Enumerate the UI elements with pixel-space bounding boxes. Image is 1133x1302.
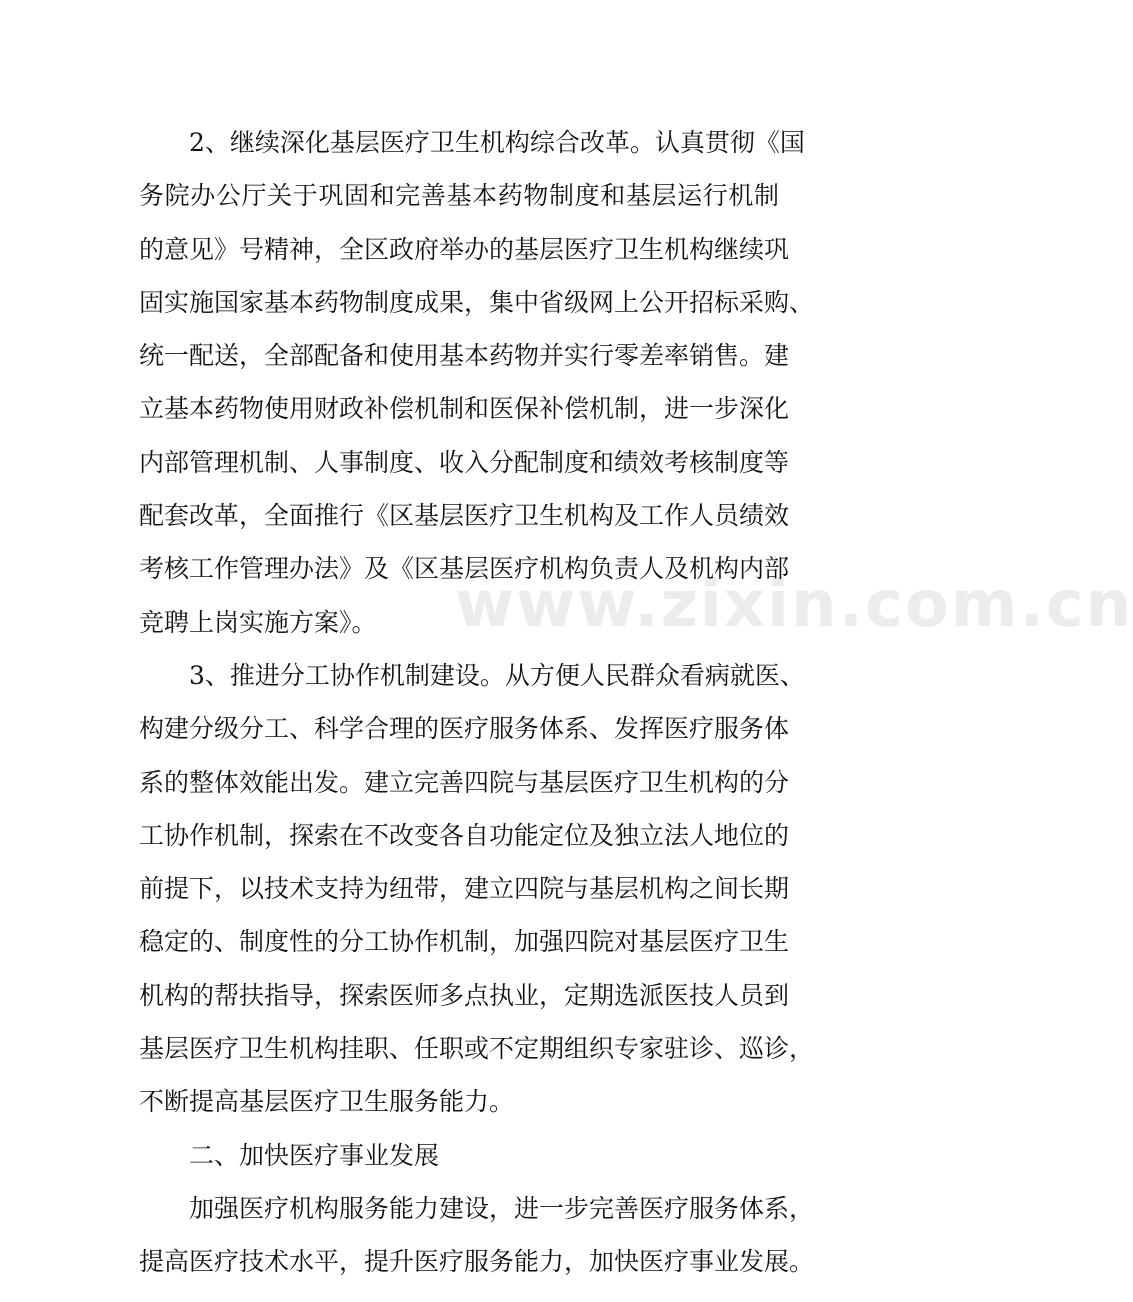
- text-line: 工协作机制，探索在不改变各自功能定位及独立法人地位的: [139, 820, 790, 850]
- text-line: 提高医疗技术水平，提升医疗服务能力，加快医疗事业发展。: [139, 1247, 815, 1277]
- text-line: 固实施国家基本药物制度成果，集中省级网上公开招标采购、: [139, 287, 815, 317]
- text-line: 的意见》号精神，全区政府举办的基层医疗卫生机构继续巩: [139, 234, 790, 264]
- text-line: 不断提高基层医疗卫生服务能力。: [139, 1087, 515, 1117]
- text-line: 稳定的、制度性的分工协作机制，加强四院对基层医疗卫生: [139, 927, 790, 957]
- text-line: 基层医疗卫生机构挂职、任职或不定期组织专家驻诊、巡诊，: [139, 1034, 815, 1064]
- text-line: 2、继续深化基层医疗卫生机构综合改革。认真贯彻《国: [189, 128, 805, 157]
- section-heading: [139, 1129, 779, 1182]
- text-line: 立基本药物使用财政补偿机制和医保补偿机制，进一步深化: [139, 394, 790, 424]
- text-line: 务院办公厅关于巩固和完善基本药物制度和基层运行机制: [139, 181, 779, 211]
- text-line: 统一配送，全部配备和使用基本药物并实行零差率销售。建: [139, 341, 790, 371]
- text-line: 配套改革，全面推行《区基层医疗卫生机构及工作人员绩效: [139, 501, 790, 531]
- section-heading-text: 二、加快医疗事业发展: [189, 1140, 440, 1170]
- text-line: 构建分级分工、科学合理的医疗服务体系、发挥医疗服务体: [139, 714, 790, 744]
- text-line: 考核工作管理办法》及《区基层医疗机构负责人及机构内部: [139, 554, 790, 584]
- paragraph-item-4: [139, 1182, 815, 1289]
- text-line: 竞聘上岗实施方案》。: [139, 607, 377, 637]
- paragraph-item-3: [139, 649, 815, 1129]
- text-line: 3、推进分工协作机制建设。从方便人民群众看病就医、: [189, 660, 805, 690]
- text-line: 加强医疗机构服务能力建设，进一步完善医疗服务体系，: [189, 1193, 815, 1223]
- watermark: www.zixin.com.cn: [455, 568, 1133, 642]
- text-line: 前提下，以技术支持为纽带，建立四院与基层机构之间长期: [139, 874, 790, 904]
- text-line: 内部管理机制、人事制度、收入分配制度和绩效考核制度等: [139, 447, 790, 477]
- text-line: 系的整体效能出发。建立完善四院与基层医疗卫生机构的分: [139, 767, 790, 797]
- text-line: 机构的帮扶指导，探索医师多点执业，定期选派医技人员到: [139, 980, 790, 1010]
